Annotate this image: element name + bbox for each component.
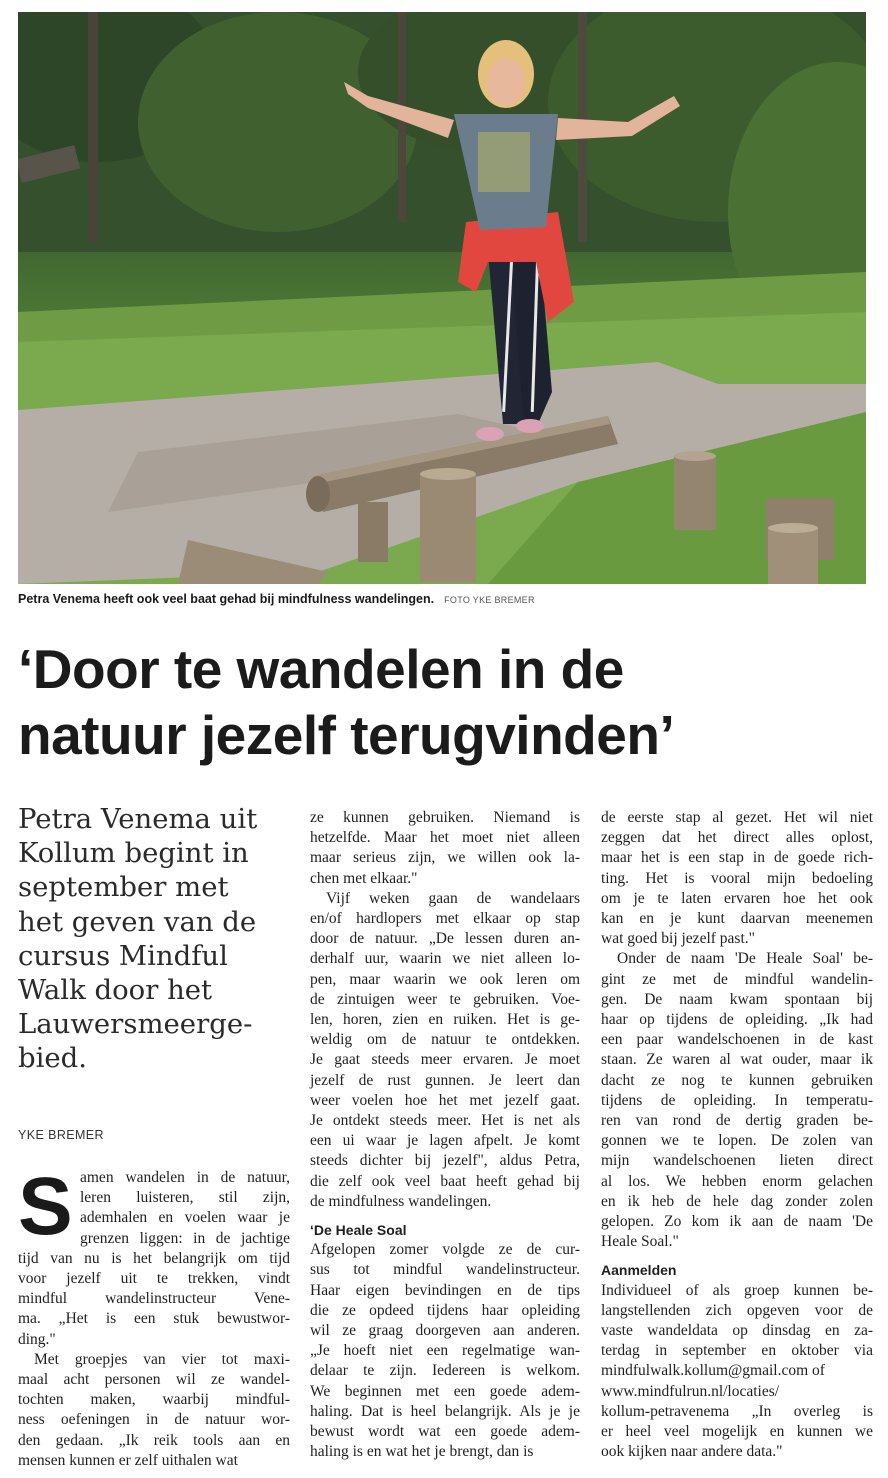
col2-line: chen met elkaar.": [310, 869, 418, 887]
col2b-line: „Je hoeft niet een regelmatige wan-: [310, 1342, 580, 1360]
col2-line: pen, maar waarin we ook leren om: [310, 970, 580, 988]
col3b-line: Individueel of als groep kunnen be-: [601, 1281, 873, 1299]
col1-line: mensen kunnen er zelf uithalen wat: [18, 1451, 238, 1469]
col3-line: en ik heb de hele dag zonder zolen: [601, 1192, 873, 1210]
col2-line: die zelf ook veel baat heeft gehad bij: [310, 1172, 580, 1190]
col2b-line: sus tot mindful wandelinstructeur.: [310, 1261, 580, 1279]
intro-line: Petra Venema uit: [18, 803, 258, 835]
intro-line: Walk door het: [18, 974, 213, 1007]
section-gap: [601, 1252, 873, 1260]
col2b-line: haling is en wat het je brengt, dan is: [310, 1443, 534, 1461]
col3b-line: www.mindfulrun.nl/locaties/: [601, 1382, 780, 1400]
col2-line: ze kunnen gebruiken. Niemand is: [310, 809, 580, 826]
article-column-1: [18, 1161, 290, 1471]
col1-line: Met groepjes van vier tot maxi-: [34, 1350, 290, 1368]
col1-line: maal acht personen wil ze wandel-: [18, 1371, 290, 1389]
col3-line: ting. Het is vooral mijn bedoeling: [601, 869, 873, 887]
col2b-line: Afgelopen zomer volgde ze de cur-: [310, 1241, 580, 1259]
photo-caption: [18, 592, 868, 606]
intro-line: bied.: [18, 1042, 88, 1075]
col2-line: Je ontdekt steeds meer. Het is net als: [310, 1112, 580, 1130]
col2-line: een ui waar je lagen afpelt. Je komt: [310, 1132, 580, 1150]
col3-line: tijdens de opleiding. In temperatu-: [601, 1091, 873, 1109]
photo-credit: FOTO YKE BREMER: [444, 595, 535, 605]
col3-line: al los. We hebben enorm gelachen: [601, 1172, 873, 1190]
col1-line: ademhalen en voelen waar je: [80, 1209, 290, 1227]
col3-line: Heale Soal.": [601, 1233, 679, 1251]
col3-line: de eerste stap al gezet. Het wil niet: [601, 809, 873, 826]
col2-line: hetzelfde. Maar het moet niet alleen: [310, 829, 580, 847]
col3-line: zeggen dat het direct alles oplost,: [601, 829, 873, 847]
col2-line: de mindfulness wandelingen.: [310, 1192, 492, 1210]
article-photo: [18, 12, 866, 584]
col2-line: derhalf uur, waarin we niet alleen lo-: [310, 950, 580, 968]
col1-line: mindful wandelinstructeur Vene-: [18, 1290, 290, 1308]
col2b-line: bewust wordt wat een goede adem-: [310, 1423, 580, 1441]
col1-line: grenzen liggen: in de jachtige: [80, 1229, 290, 1247]
col3b-line: er heel veel mogelijk en kunnen we: [601, 1423, 873, 1441]
headline-line-1: ‘Door te wandelen in de: [18, 638, 624, 700]
col2b-line: We beginnen met een goede adem-: [310, 1382, 580, 1400]
col3-line: gint ze met de mindful wandelin-: [601, 970, 873, 988]
col1-line: tochten maken, waarbij mindful-: [18, 1391, 290, 1409]
col2-line: weldig om de natuur te ontdekken.: [310, 1031, 580, 1049]
col2-line: jezelf de rust gunnen. Je leert dan: [310, 1071, 580, 1089]
col2b-line: wil ze graag doorgeven aan anderen.: [310, 1322, 580, 1340]
col3-line: mijn wandelschoenen lieten direct: [601, 1152, 873, 1170]
headline-line-2: natuur jezelf terugvinden’: [18, 704, 675, 766]
caption-text: Petra Venema heeft ook veel baat gehad bij mindfulness wandelingen.: [18, 592, 435, 606]
col2-line: door de natuur. „De lessen duren an-: [310, 930, 580, 948]
col3b-line: kollum-petravenema „In overleg is: [601, 1402, 873, 1420]
col3-line: wat goed bij jezelf past.": [601, 930, 755, 948]
intro-line: cursus Mindful: [18, 939, 228, 972]
col3-line: maar het is een stap in de goede rich-: [601, 849, 873, 867]
col3b-line: langstellenden zich opgeven voor de: [601, 1301, 873, 1319]
col3-line: Onder de naam 'De Heale Soal' be-: [617, 950, 873, 968]
article-column-3: [601, 808, 873, 1463]
col3-line: gen. De naam kwam spontaan bij: [601, 990, 873, 1008]
col2b-line: haling. Dat is heel belangrijk. Als je je: [310, 1402, 580, 1420]
col3-line: een paar wandelschoenen in de kast: [601, 1031, 873, 1049]
col1-line: ma. „Het is een stuk bewustwor-: [18, 1310, 290, 1328]
col2-line: weer voelen hoe het met jezelf gaat.: [310, 1091, 580, 1109]
section-gap: [310, 1212, 580, 1220]
article-column-2: [310, 808, 580, 1463]
byline: YKE BREMER: [18, 1128, 104, 1142]
col1-line: leren luisteren, stil zijn,: [80, 1189, 290, 1207]
col1-line: ding.": [18, 1330, 56, 1348]
intro-line: september met: [18, 871, 229, 904]
col2-line: steeds dichter bij jezelf", aldus Petra,: [310, 1152, 580, 1170]
col1-line: voor jezelf uit te trekken, vindt: [18, 1270, 290, 1288]
col3-line: gelopen. Zo kom ik aan de naam 'De: [601, 1213, 873, 1231]
col3b-line: terdag in september en oktober via: [601, 1342, 873, 1360]
intro-line: Lauwersmeerge-: [18, 1008, 253, 1041]
drop-cap: S: [18, 1161, 73, 1252]
col2b-line: delaar te zijn. Iedereen is welkom.: [310, 1362, 580, 1380]
col2-line: Vijf weken gaan de wandelaars: [326, 889, 580, 907]
article-headline: [18, 636, 878, 768]
col2-line: Je gaat steeds meer ervaren. Je moet: [310, 1051, 580, 1069]
subheading-heale-soal: ‘De Heale Soal: [310, 1222, 407, 1239]
subheading-aanmelden: Aanmelden: [601, 1262, 677, 1279]
col3b-line: vaste wandeldata op dinsdag en za-: [601, 1322, 873, 1340]
col3-line: om je te laten ervaren hoe het ook: [601, 889, 873, 907]
col1-line: den gedaan. „Ik reik tools aan en: [18, 1431, 290, 1449]
col2-line: en/of hardlopers met elkaar op stap: [310, 910, 580, 928]
col2b-line: die ze opdeed tijdens haar opleiding: [310, 1301, 580, 1319]
col2b-line: Haar eigen bevindingen en de tips: [310, 1281, 580, 1299]
col3-line: ren van rond de dertig graden be-: [601, 1112, 873, 1130]
intro-line: het geven van de: [18, 905, 257, 938]
col3-line: haar op tijdens de opleiding. „Ik had: [601, 1011, 873, 1029]
photo-illustration: [18, 12, 866, 584]
col3-line: gonnen we te lopen. De zolen van: [601, 1132, 873, 1150]
col1-line: amen wandelen in de natuur,: [80, 1169, 290, 1186]
intro-line: Kollum begint in: [18, 837, 249, 870]
col2-line: len, horen, zien en ruiken. Het is ge-: [310, 1011, 580, 1029]
col3b-line: mindfulwalk.kollum@gmail.com of: [601, 1362, 825, 1380]
col3-line: staan. Ze waren al wat ouder, maar ik: [601, 1051, 873, 1069]
col3b-line: ook kijken naar andere data.": [601, 1443, 783, 1461]
col2-line: de zintuigen weer te gebruiken. Voe-: [310, 990, 580, 1008]
col2-line: maar serieus zijn, we willen ook la-: [310, 849, 580, 867]
col1-line: tijd van nu is het belangrijk om tijd: [18, 1249, 290, 1267]
col3-line: kan en je kunt daarvan meenemen: [601, 910, 873, 928]
col1-line: ness oefeningen in de natuur wor-: [18, 1411, 290, 1429]
article-intro: [18, 802, 290, 1076]
col3-line: dacht ze nog te kunnen gebruiken: [601, 1071, 873, 1089]
